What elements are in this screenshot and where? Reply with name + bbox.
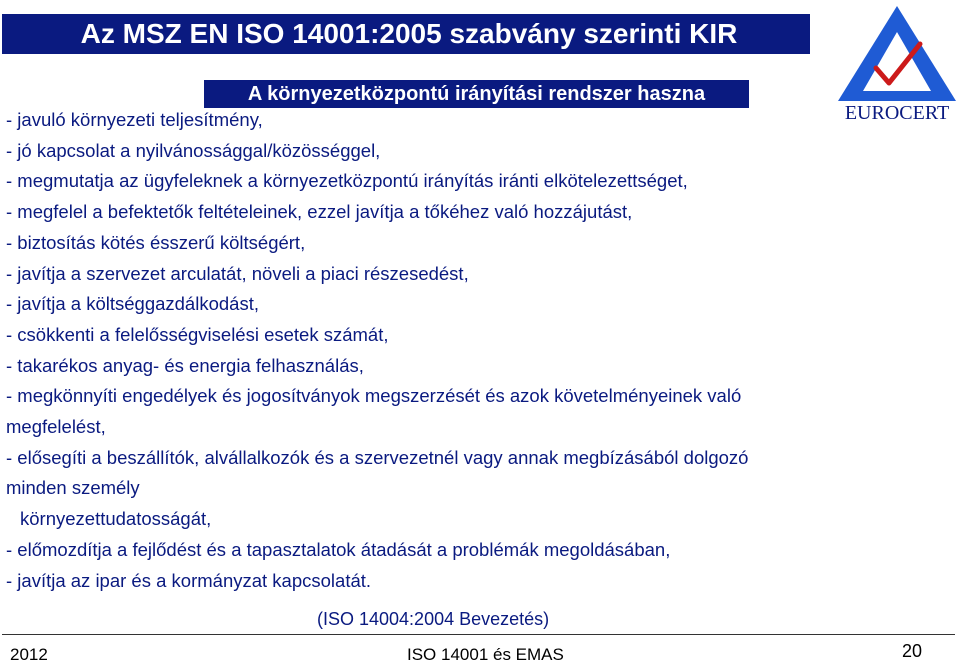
list-item: megfelelést,	[6, 416, 106, 438]
page-subtitle: A környezetközpontú irányítási rendszer haszna	[247, 82, 706, 105]
list-item: - biztosítás kötés ésszerű költségért,	[6, 231, 306, 253]
source-citation: (ISO 14004:2004 Bevezetés)	[317, 609, 550, 629]
list-item: - javítja az ipar és a kormányzat kapcsolatát.	[6, 569, 372, 591]
list-item: - takarékos anyag- és energia felhasználás,	[6, 354, 364, 376]
list-item: - javuló környezeti teljesítmény,	[6, 109, 263, 130]
list-item: környezettudatosságát,	[20, 508, 212, 530]
list-item: - elősegíti a beszállítók, alvállalkozók és a szervezetnél vagy annak megbízásából dolgozó	[6, 446, 749, 468]
list-item: - előmozdítja a fejlődést és a tapasztalatok átadását a problémák megoldásában,	[6, 538, 671, 560]
list-item: - megkönnyíti engedélyek és jogosítványok megszerzését és azok követelményeinek való	[6, 385, 742, 407]
list-item: - csökkenti a felelősségviselési esetek számát,	[6, 323, 389, 345]
list-item: - megmutatja az ügyfeleknek a környezetközpontú irányítás iránti elkötelezettséget,	[6, 170, 688, 192]
title-bar	[2, 14, 810, 54]
triangle-checkmark-logo-icon	[836, 4, 958, 104]
list-item: minden személy	[6, 477, 140, 499]
list-item: - javítja a költséggazdálkodást,	[6, 293, 259, 315]
footer-title: ISO 14001 és EMAS	[407, 645, 564, 664]
page-title: Az MSZ EN ISO 14001:2005 szabvány szerinti KIR	[80, 18, 738, 49]
subtitle-bar	[204, 80, 749, 108]
footer-year: 2012	[10, 645, 48, 664]
logo-text: EUROCERT	[844, 102, 950, 124]
page-number: 20	[902, 641, 923, 661]
list-item: - jó kapcsolat a nyilvánossággal/közösséggel,	[6, 139, 381, 161]
benefits-list	[6, 105, 876, 596]
footer-divider	[2, 634, 955, 635]
list-item: - megfelel a befektetők feltételeinek, ezzel javítja a tőkéhez való hozzájutást,	[6, 201, 633, 223]
list-item: - javítja a szervezet arculatát, növeli a piaci részesedést,	[6, 262, 469, 284]
